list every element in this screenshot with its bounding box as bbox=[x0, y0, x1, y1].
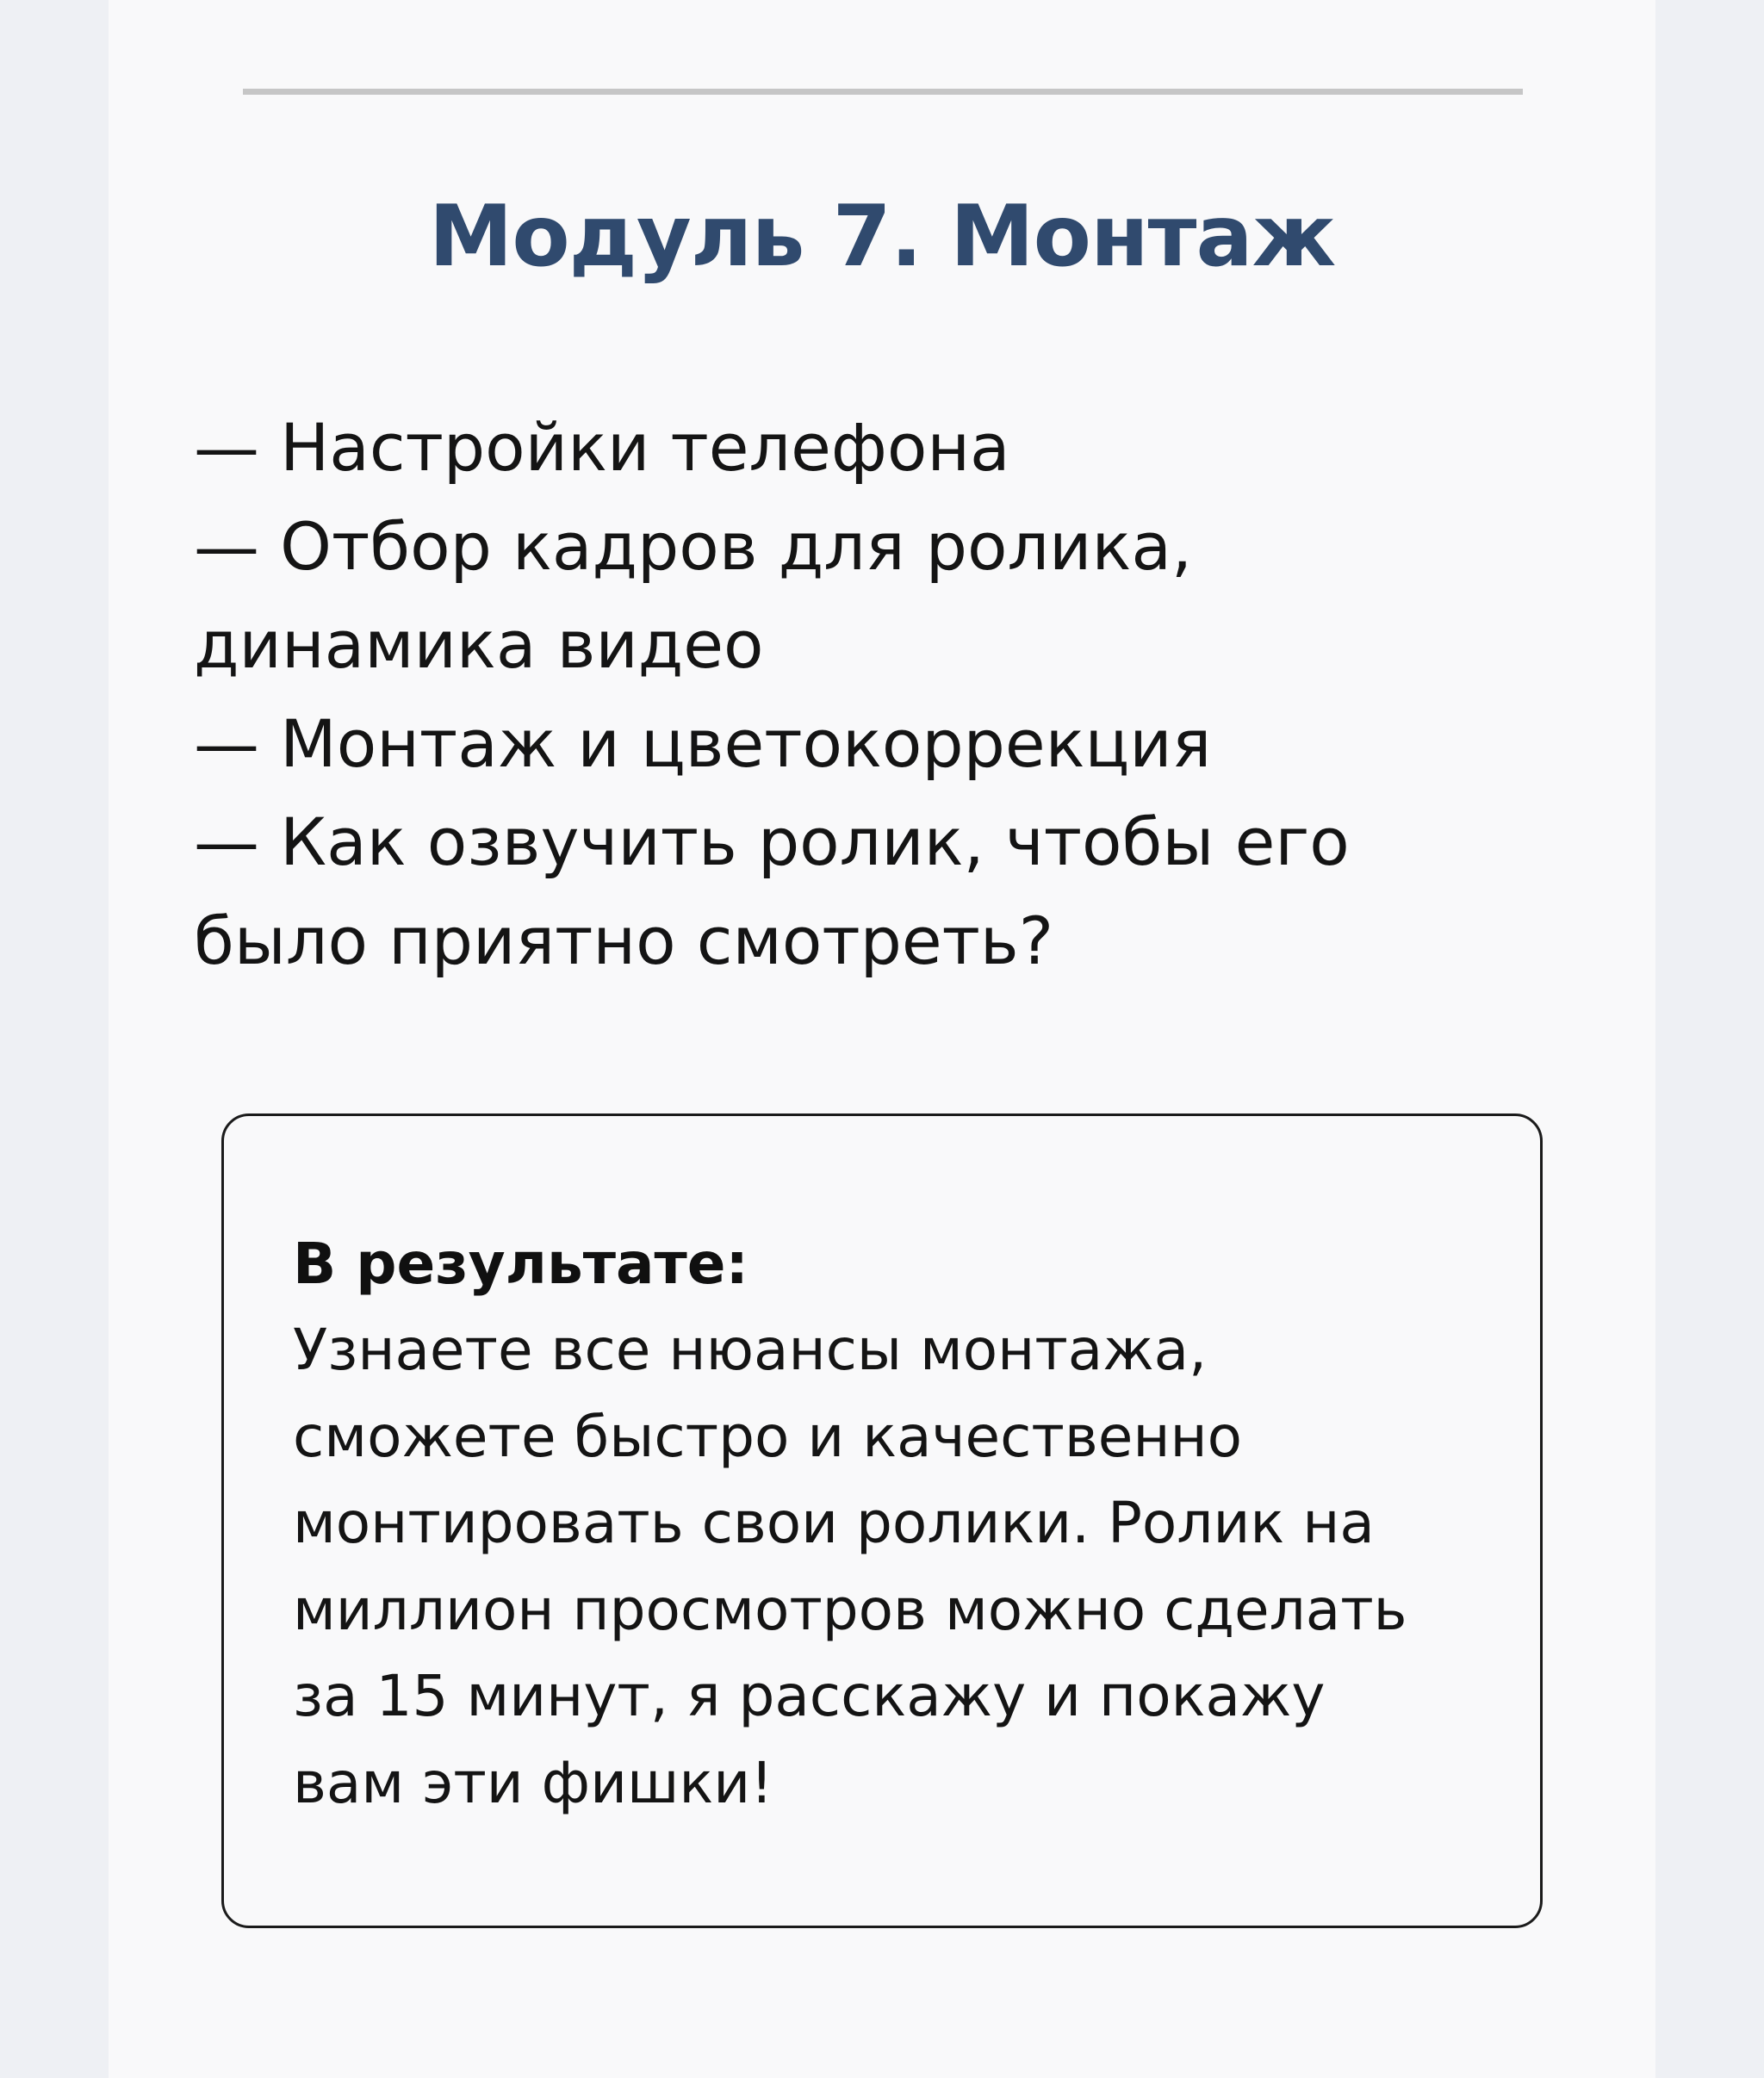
result-line: за 15 минут, я расскажу и покажу bbox=[293, 1663, 1326, 1729]
topic-line: — Настройки телефона bbox=[194, 409, 1010, 486]
topic-line: — Как озвучить ролик, чтобы его bbox=[194, 803, 1350, 880]
result-description bbox=[293, 1307, 1525, 1827]
result-line: сможете быстро и качественно bbox=[293, 1403, 1243, 1470]
topic-line: — Монтаж и цветокоррекция bbox=[194, 704, 1212, 782]
topic-line: было приятно смотреть? bbox=[194, 902, 1054, 979]
result-line: Узнаете все нюансы монтажа, bbox=[293, 1317, 1208, 1383]
top-divider bbox=[243, 89, 1523, 95]
result-line: вам эти фишки! bbox=[293, 1749, 773, 1816]
result-line: миллион просмотров можно сделать bbox=[293, 1576, 1407, 1643]
topics-list bbox=[194, 399, 1572, 990]
topic-line: — Отбор кадров для ролика, bbox=[194, 507, 1193, 585]
module-title: Модуль 7. Монтаж bbox=[428, 188, 1336, 286]
result-heading: В результате: bbox=[293, 1231, 748, 1297]
topic-line: динамика видео bbox=[194, 606, 764, 683]
result-line: монтировать свои ролики. Ролик на bbox=[293, 1490, 1375, 1556]
